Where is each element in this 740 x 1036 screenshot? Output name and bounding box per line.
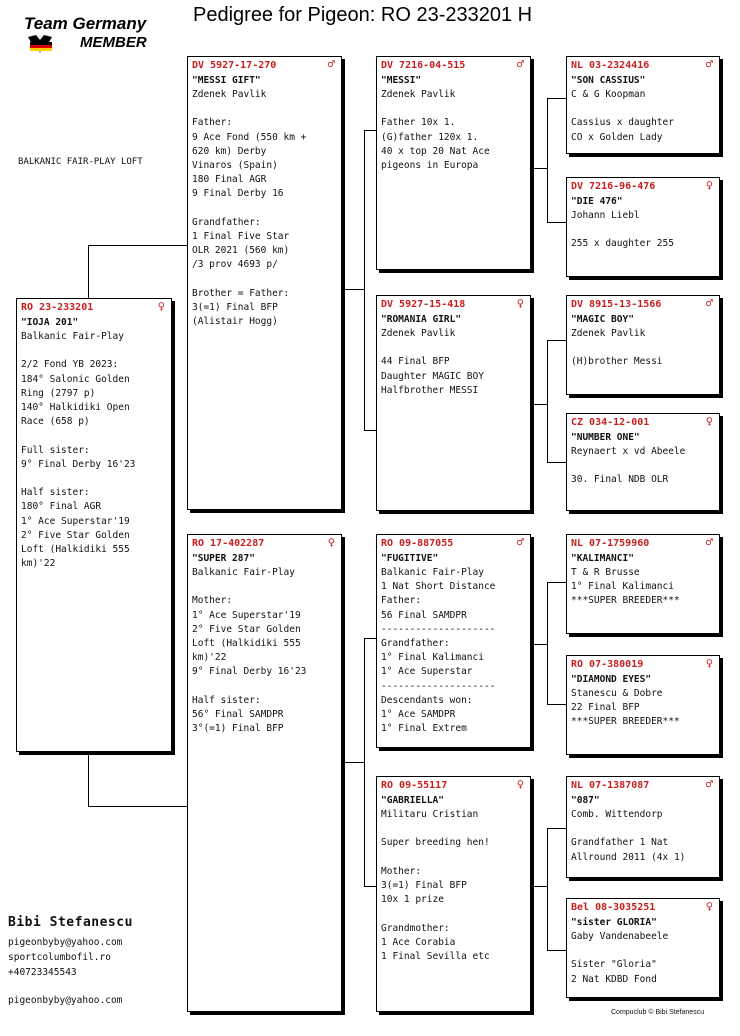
connector-line [88, 245, 188, 246]
connector-line [88, 245, 89, 299]
card-mmm [566, 898, 720, 998]
connector-line [534, 644, 548, 645]
info-line: Stanescu & Dobre [571, 688, 663, 699]
connector-line [364, 430, 376, 431]
pigeon-name: "DIE 476" [571, 196, 623, 207]
info-line: km)'22 [192, 652, 227, 664]
info-line [571, 341, 715, 355]
info-line: 1° Final Extrem [381, 723, 467, 735]
pigeon-name: "MAGIC BOY" [571, 314, 634, 325]
info-line: 1° Ace Superstar'19 [21, 515, 130, 527]
info-line [192, 680, 337, 694]
male-icon: ♂ [705, 535, 713, 549]
author-name: Bibi Stefanescu [8, 915, 133, 930]
info-line: Mother: [192, 595, 233, 607]
info-line: 56 Final SAMDPR [381, 609, 467, 621]
card-subject [16, 298, 172, 752]
info-line: 2° Five Star Golden [192, 623, 301, 635]
pigeon-name: "MESSI GIFT" [192, 75, 261, 86]
pigeon-name: "GABRIELLA" [381, 795, 444, 806]
connector-line [547, 950, 567, 951]
info-line: Half sister: [192, 694, 261, 706]
info-line: 3(=1) Final BFP [381, 879, 467, 891]
ring-number: RO 17-402287 [192, 538, 265, 549]
info-line: 620 km) Derby [192, 145, 267, 157]
info-line: T & R Brusse [571, 567, 640, 578]
info-line [381, 851, 526, 865]
info-line: 1 Nat Short Distance [381, 581, 496, 593]
info-line [192, 580, 337, 594]
info-line: /3 prov 4693 p/ [192, 259, 278, 271]
pigeon-name: "KALIMANCI" [571, 553, 634, 564]
info-line: 2° Five Star Golden [21, 529, 130, 541]
author-email[interactable]: pigeonbyby@yahoo.com [8, 937, 123, 948]
connector-line [547, 704, 567, 705]
info-line: Loft (Halkidiki 555 [192, 638, 301, 649]
male-icon: ♂ [516, 535, 524, 549]
info-line: Zdenek Pavlik [192, 89, 267, 100]
card-fm [376, 295, 531, 511]
card-fmf [566, 295, 720, 395]
female-icon: ♀ [327, 535, 335, 549]
info-line [381, 341, 526, 355]
info-line: Grandfather 1 Nat [571, 837, 669, 849]
connector-line [534, 886, 548, 887]
info-line: Balkanic Fair-Play [381, 567, 484, 578]
connector-line [547, 828, 567, 829]
info-line [571, 223, 715, 237]
ring-number: DV 5927-15-418 [381, 299, 466, 310]
info-line: Cassius x daughter [571, 117, 674, 129]
ring-number: RO 09-887055 [381, 538, 454, 549]
info-line: Father: [192, 117, 233, 129]
info-line: -------------------- [381, 680, 496, 692]
info-line: 3°(=1) Final BFP [192, 723, 284, 735]
info-line: Militaru Cristian [381, 809, 479, 820]
connector-line [547, 340, 548, 462]
card-fmm [566, 413, 720, 511]
info-line [192, 202, 337, 216]
pigeon-name: "IOJA 201" [21, 317, 79, 328]
info-line: (G)father 120x 1. [381, 131, 479, 143]
ring-number: NL 03-2324416 [571, 60, 650, 71]
female-icon: ♀ [705, 178, 713, 192]
card-mother [187, 534, 342, 1012]
info-line: Grandfather: [192, 216, 261, 228]
info-line [192, 102, 337, 116]
info-line: Sister "Gloria" [571, 959, 657, 971]
info-line: Gaby Vandenabeele [571, 931, 669, 942]
info-line: Full sister: [21, 444, 90, 456]
info-line: Zdenek Pavlik [381, 89, 456, 100]
male-icon: ♂ [516, 57, 524, 71]
info-line: 22 Final BFP [571, 702, 640, 714]
ring-number: RO 23-233201 [21, 302, 94, 313]
info-line: 1 Final Five Star [192, 231, 290, 242]
info-line: 1° Final Kalimanci [571, 581, 674, 593]
connector-line [364, 886, 376, 887]
connector-line [345, 762, 365, 763]
author-email-bottom[interactable]: pigeonbyby@yahoo.com [8, 995, 123, 1006]
info-line [571, 102, 715, 116]
male-icon: ♂ [705, 777, 713, 791]
info-line: 180 Final AGR [192, 174, 267, 186]
info-line: Brother = Father: [192, 287, 290, 299]
info-line: Grandfather: [381, 638, 450, 650]
info-line: Father 10x 1. [381, 117, 456, 129]
info-line: 2/2 Fond YB 2023: [21, 359, 119, 371]
info-line: 40 x top 20 Nat Ace [381, 145, 490, 157]
male-icon: ♂ [705, 57, 713, 71]
ring-number: DV 7216-96-476 [571, 181, 656, 192]
card-ff [376, 56, 531, 270]
info-line: Loft (Halkidiki 555 [21, 544, 130, 555]
female-icon: ♀ [157, 299, 165, 313]
info-line: CO x Golden Lady [571, 131, 663, 143]
eagle-flag-icon [26, 34, 56, 56]
info-line: 1° Ace Superstar [381, 666, 473, 678]
logo-subtitle: MEMBER [80, 34, 147, 51]
connector-line [547, 222, 567, 223]
info-line: Zdenek Pavlik [571, 328, 646, 339]
info-line: Allround 2011 (4x 1) [571, 851, 686, 863]
info-line: 56° Final SAMDPR [192, 709, 284, 720]
info-line: 184° Salonic Golden [21, 373, 130, 385]
info-line [381, 907, 526, 921]
card-mf [376, 534, 531, 748]
info-line: 9° Final Derby 16'23 [192, 666, 307, 678]
connector-line [547, 98, 567, 99]
info-line: km)'22 [21, 558, 56, 570]
card-ffm [566, 177, 720, 277]
male-icon: ♂ [327, 57, 335, 71]
info-line: 255 x daughter 255 [571, 238, 674, 250]
card-fff [566, 56, 720, 154]
info-line: 44 Final BFP [381, 356, 450, 368]
info-line: ***SUPER BREEDER*** [571, 595, 680, 607]
info-line: 1° Ace Superstar'19 [192, 609, 301, 621]
pigeon-name: "sister GLORIA" [571, 917, 657, 928]
ring-number: RO 07-380019 [571, 659, 644, 670]
pigeon-name: "SUPER 287" [192, 553, 255, 564]
author-phone: +40723345543 [8, 967, 77, 978]
ring-number: DV 7216-04-515 [381, 60, 466, 71]
info-line: C & G Koopman [571, 89, 646, 100]
info-line: Johann Liebl [571, 210, 640, 221]
connector-line [364, 638, 376, 639]
info-line [192, 273, 337, 287]
team-germany-logo [22, 14, 172, 56]
pigeon-name: "ROMANIA GIRL" [381, 314, 462, 325]
info-line: Comb. Wittendorp [571, 809, 663, 820]
card-mm [376, 776, 531, 1012]
info-line [381, 102, 526, 116]
info-line [571, 459, 715, 473]
connector-line [547, 582, 548, 704]
connector-line [364, 130, 365, 430]
connector-line [88, 752, 89, 806]
info-line: 9 Ace Fond (550 km + [192, 131, 307, 143]
card-mfm [566, 655, 720, 755]
pigeon-name: "FUGITIVE" [381, 553, 439, 564]
info-line: Balkanic Fair-Play [21, 331, 124, 342]
connector-line [534, 168, 548, 169]
info-line: 180° Final AGR [21, 501, 102, 513]
info-line [21, 344, 167, 358]
info-line: ***SUPER BREEDER*** [571, 716, 680, 728]
ring-number: NL 07-1387087 [571, 780, 650, 791]
info-line: OLR 2021 (560 km) [192, 245, 290, 257]
ring-number: NL 07-1759960 [571, 538, 650, 549]
info-line [21, 472, 167, 486]
info-line [21, 429, 167, 443]
info-line: Race (658 p) [21, 416, 90, 428]
info-line: Descendants won: [381, 694, 473, 706]
connector-line [547, 582, 567, 583]
info-line: Father: [381, 595, 422, 607]
card-mff [566, 534, 720, 634]
info-line: 1 Ace Corabia [381, 936, 456, 948]
female-icon: ♀ [705, 899, 713, 913]
info-line: Reynaert x vd Abeele [571, 446, 686, 457]
info-line: -------------------- [381, 623, 496, 635]
info-line: Ring (2797 p) [21, 387, 96, 399]
pigeon-name: "MESSI" [381, 75, 422, 86]
copyright-note: Compuclub © Bibi Stefanescu [611, 1009, 705, 1016]
info-line: 140° Halkidiki Open [21, 402, 130, 413]
info-line: 10x 1 prize [381, 894, 444, 906]
info-line: 30. Final NDB OLR [571, 474, 669, 486]
connector-line [547, 98, 548, 222]
info-line: Vinaros (Spain) [192, 160, 278, 171]
ring-number: RO 09-55117 [381, 780, 448, 791]
info-line: pigeons in Europa [381, 160, 479, 171]
info-line: 1° Ace SAMDPR [381, 709, 456, 721]
info-line [381, 822, 526, 836]
info-line: Halfbrother MESSI [381, 384, 479, 396]
info-line [571, 822, 715, 836]
ring-number: CZ 034-12-001 [571, 417, 650, 428]
pigeon-name: "DIAMOND EYES" [571, 674, 652, 685]
info-line: Mother: [381, 865, 422, 877]
connector-line [345, 289, 365, 290]
info-line: Balkanic Fair-Play [192, 567, 295, 578]
pigeon-name: "087" [571, 795, 600, 806]
card-mmf [566, 776, 720, 878]
ring-number: DV 5927-17-270 [192, 60, 277, 71]
info-line: 9° Final Derby 16'23 [21, 458, 136, 470]
pigeon-name: "NUMBER ONE" [571, 432, 640, 443]
info-line: 3(=1) Final BFP [192, 302, 278, 313]
female-icon: ♀ [705, 414, 713, 428]
info-line: Zdenek Pavlik [381, 328, 456, 339]
info-line: 1° Final Kalimanci [381, 652, 484, 664]
author-website[interactable]: sportcolumbofil.ro [8, 952, 111, 963]
info-line: 9 Final Derby 16 [192, 188, 284, 200]
info-line: Daughter MAGIC BOY [381, 370, 484, 382]
male-icon: ♂ [705, 296, 713, 310]
info-line: (H)brother Messi [571, 356, 663, 368]
info-line: Half sister: [21, 487, 90, 499]
connector-line [364, 638, 365, 886]
card-father [187, 56, 342, 510]
connector-line [534, 404, 548, 405]
info-line: 1 Final Sevilla etc [381, 950, 490, 962]
page-title: Pedigree for Pigeon: RO 23-233201 H [193, 4, 533, 26]
female-icon: ♀ [705, 656, 713, 670]
connector-line [364, 130, 376, 131]
pigeon-name: "SON CASSIUS" [571, 75, 646, 86]
info-line: 2 Nat KDBD Fond [571, 973, 657, 985]
female-icon: ♀ [516, 777, 524, 791]
info-line [571, 944, 715, 958]
info-line: Super breeding hen! [381, 837, 490, 849]
ring-number: DV 8915-13-1566 [571, 299, 662, 310]
female-icon: ♀ [516, 296, 524, 310]
connector-line [547, 340, 567, 341]
info-line: (Alistair Hogg) [192, 316, 278, 328]
logo-title: Team Germany [24, 14, 147, 33]
ring-number: Bel 08-3035251 [571, 902, 656, 913]
info-line: Grandmother: [381, 922, 450, 934]
connector-line [547, 462, 567, 463]
connector-line [547, 828, 548, 950]
loft-name: BALKANIC FAIR-PLAY LOFT [18, 157, 143, 167]
connector-line [88, 806, 188, 807]
